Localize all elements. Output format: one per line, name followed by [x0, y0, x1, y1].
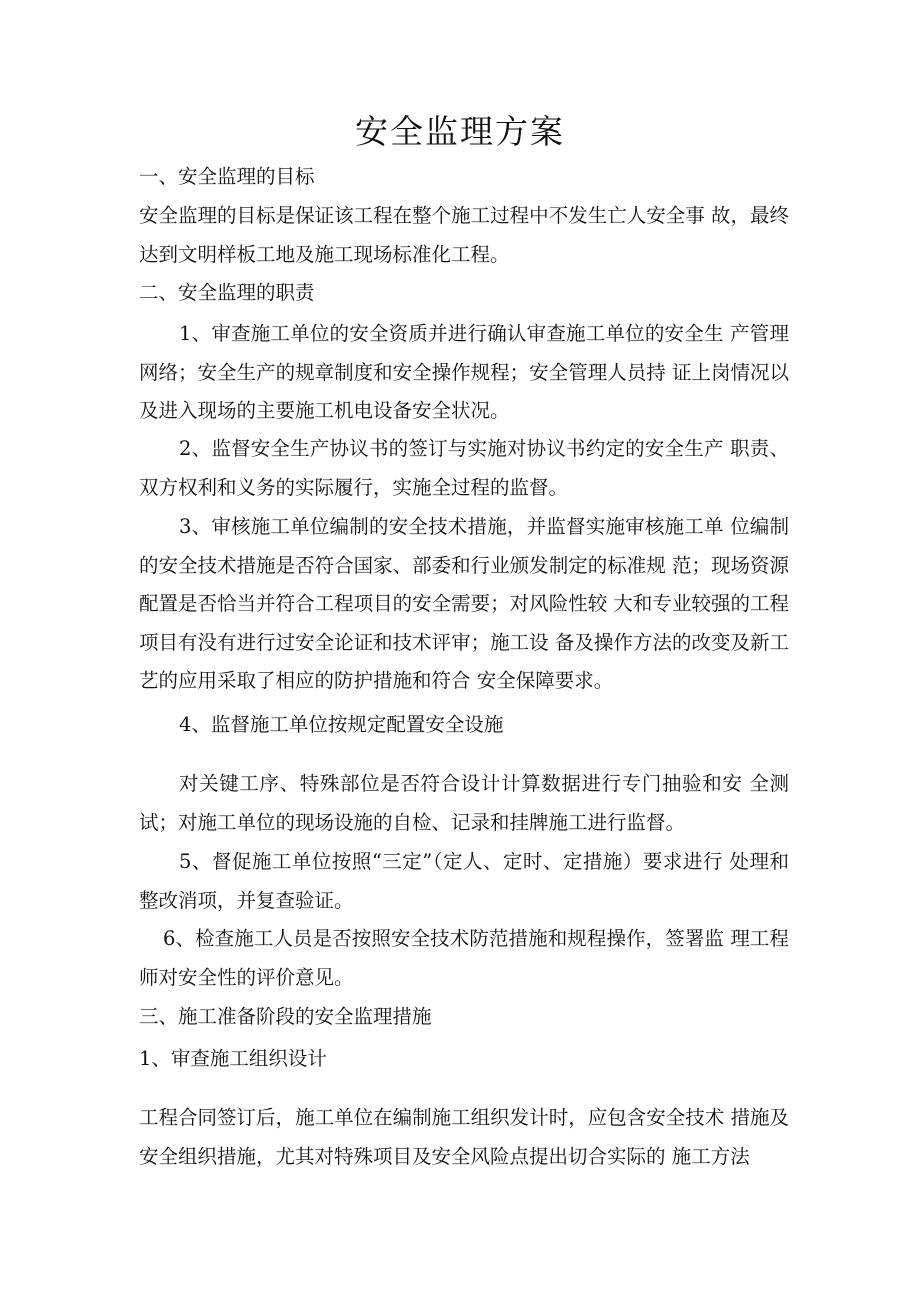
section-heading-3: 三、施工准备阶段的安全监理措施: [139, 1005, 432, 1028]
duty-item-2: 2、监督安全生产协议书的签订与实施对协议书约定的安全生产 职责、双方权利和义务的实际履行，实施全过程的监督。: [139, 437, 789, 499]
duty-item-4: 4、监督施工单位按规定配置安全设施: [179, 713, 504, 736]
prep-item-1: 1、审查施工组织设计: [139, 1047, 327, 1070]
section-1-paragraph: 安全监理的目标是保证该工程在整个施工过程中不发生亡人安全事 故，最终达到文明样板工地及施工现场标准化工程。: [139, 204, 789, 266]
duty-item-3: 3、审核施工单位编制的安全技术措施，并监督实施审核施工单 位编制的安全技术措施是否符合国家、部委和行业颁发制定的标准规 范；现场资源配置是否恰当并符合工程项目的安全需要；对风险性较 大和专业较强的工程项目有没有进行过安全论证和技术评审；施工设 备及操作方法的改变及新工艺的应用采取了相应的防护措施和符合 安全保障要求。: [139, 515, 789, 692]
duty-item-1: 1、审查施工单位的安全资质并进行确认审查施工单位的安全生 产管理网络；安全生产的规章制度和安全操作规程；安全管理人员持 证上岗情况以及进入现场的主要施工机电设备安全状况。: [139, 322, 789, 422]
document-title: 安全监理方案: [355, 112, 565, 151]
prep-item-1-paragraph: 工程合同签订后，施工单位在编制施工组织发计时，应包含安全技术 措施及安全组织措施，尤其对特殊项目及安全风险点提出切合实际的 施工方法: [139, 1106, 789, 1168]
duty-item-5: 5、督促施工单位按照“三定”（定人、定时、定措施）要求进行 处理和整改消项，并复查验证。: [139, 850, 789, 912]
duty-item-6: 6、检查施工人员是否按照安全技术防范措施和规程操作，签署监 理工程师对安全性的评价意见。: [139, 927, 789, 989]
duty-item-4-paragraph: 对关键工序、特殊部位是否符合设计计算数据进行专门抽验和安 全测试；对施工单位的现场设施的自检、记录和挂牌施工进行监督。: [139, 772, 789, 834]
section-heading-1: 一、安全监理的目标: [139, 165, 315, 188]
section-heading-2: 二、安全监理的职责: [139, 281, 315, 304]
